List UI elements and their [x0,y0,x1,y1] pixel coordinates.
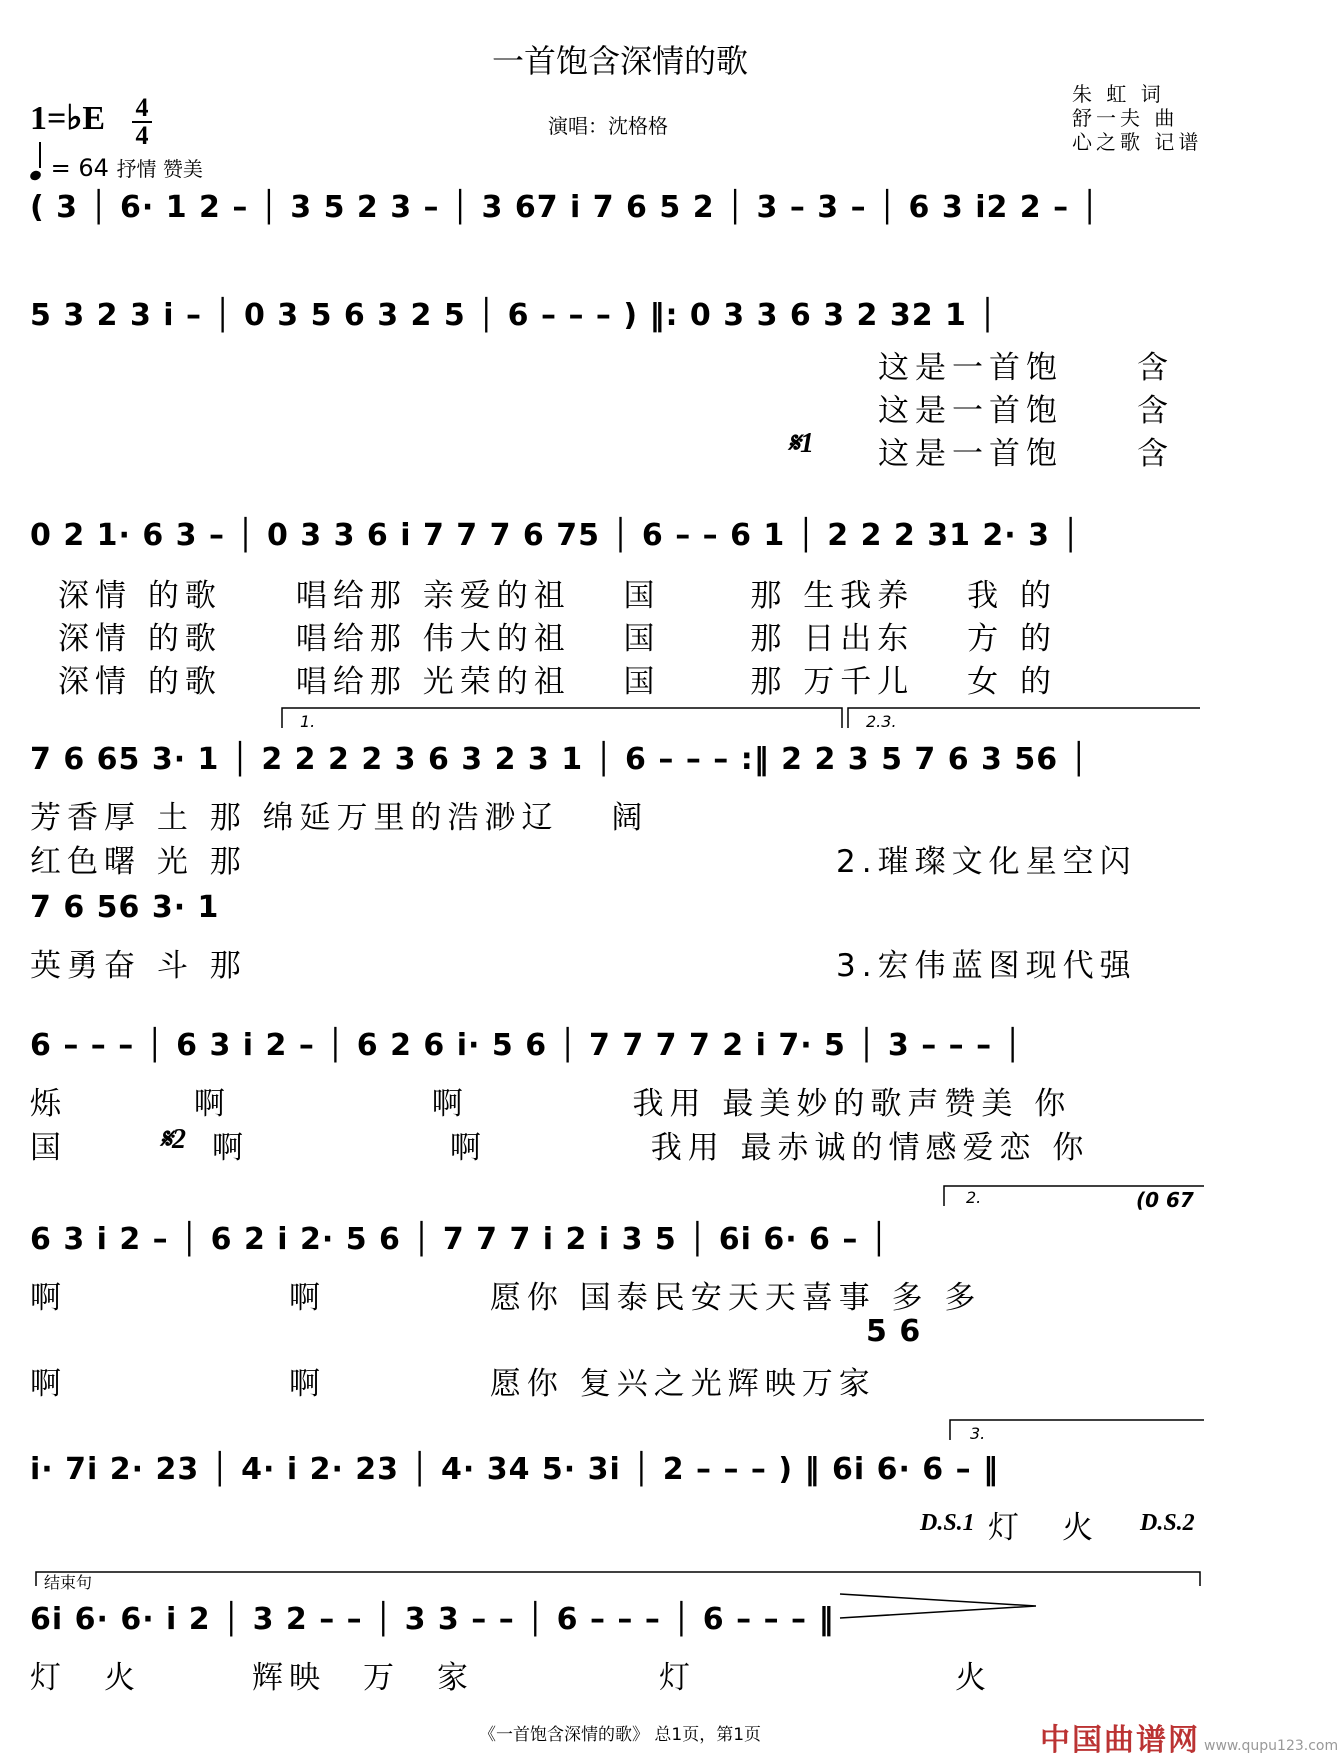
segno-1: 𝄋1 [788,428,815,459]
score-line-4b: 7 6 56 3· 1 [30,890,220,925]
volta-23-label: 2.3. [866,712,897,731]
singer: 演唱：沈格格 [548,114,668,138]
lyric-v2-b: 深情 的歌 唱给那 伟大的祖 国 那 日出东 方 的 [58,621,1057,657]
lyricist: 朱 虹 词 [1072,82,1165,106]
volta-2-label: 2. [966,1188,982,1207]
score-line-3: 0 2 1· 6 3 – │ 0 3 3 6 i 7 7 7 6 75 │ 6 – – 6 1 │ 2 2 2 31 2· 3 │ [30,518,1081,553]
lyric-v2-a: 这是一首饱 含 [878,393,1174,429]
segno-2: 𝄋2 [160,1124,187,1155]
decrescendo [840,1594,1036,1618]
score-line-7: i· 7i 2· 23 │ 4· i 2· 23 │ 4· 34 5· 3i │ 2 – – – ) ‖ 6i 6· 6 – ‖ [30,1452,1000,1487]
key-signature: 1=♭E [30,100,106,137]
transcriber: 心之歌 记谱 [1072,130,1203,154]
meter-bottom: 4 [135,121,149,150]
volta-2-bracket [944,1186,1204,1206]
volta-23-bracket [848,708,1200,728]
lyric-v2-c: 红色曙 光 那 [30,844,247,880]
ds-2-marker: D.S.2 [1140,1510,1195,1536]
score-line-6: 6 3 i 2 – │ 6 2 i 2· 5 6 │ 7 7 7 i 2 i 3 5 │ 6i 6· 6 – │ [30,1222,889,1257]
watermark-name: 中国曲谱网 [1040,1723,1200,1758]
ending-bracket [36,1572,1200,1586]
lyric-v1-d: 烁 啊 啊 我用 最美妙的歌声赞美 你 [30,1086,1072,1122]
meter-top: 4 [135,93,149,122]
lyric-v-f: 灯 火 [988,1510,1099,1546]
ending-label: 结束句 [44,1573,93,1592]
lyric-v3-c-alt: 3.宏伟蓝图现代强 [836,948,1137,984]
volta-1-bracket [282,708,842,728]
watermark-url: www.qupu123.com [1204,1738,1338,1754]
lyric-v1-e: 啊 啊 愿你 国泰民安天天喜事 多 多 [30,1280,982,1316]
lyric-v1-b: 深情 的歌 唱给那 亲爱的祖 国 那 生我养 我 的 [58,578,1057,614]
tempo-value: = 64 [50,154,109,182]
page-footer: 《一首饱含深情的歌》 总1页，第1页 [478,1725,762,1745]
score-line-5: 6 – – – │ 6 3 i 2 – │ 6 2 6 i· 5 6 │ 7 7 7 7 2 i 7· 5 │ 3 – – – │ [30,1028,1023,1063]
lyric-v1-a: 这是一首饱 含 [878,350,1174,386]
pickup-notes: (0 67 [1136,1188,1194,1212]
lyric-v2-d: 国 [30,1130,104,1166]
page-title: 一首饱含深情的歌 [491,42,748,80]
lyric-v2-c-alt: 2.璀璨文化星空闪 [836,844,1137,880]
score-line-8: 6i 6· 6· i 2 │ 3 2 – – │ 3 3 – – │ 6 – – – │ 6 – – – ‖ [30,1602,835,1637]
lyric-v3-a: 这是一首饱 含 [878,436,1174,472]
lyric-v1-c: 芳香厚 土 那 绵延万里的浩渺辽 阔 [30,800,649,836]
lyric-v-g: 灯 火 辉映 万 家 灯 火 [30,1660,992,1696]
volta-3-bracket [950,1420,1204,1440]
score-line-6b: 5 6 [866,1314,922,1349]
lyric-v3-b: 深情 的歌 唱给那 光荣的祖 国 那 万千儿 女 的 [58,664,1057,700]
score-line-1: ( 3 │ 6· 1 2 – │ 3 5 2 3 – │ 3 67 i 7 6 5 2 │ 3 – 3 – │ 6 3 i2 2 – │ [30,190,1100,225]
lyric-v2-e: 啊 啊 愿你 复兴之光辉映万家 [30,1366,876,1402]
lyric-v2-d-rest: 啊 啊 我用 最赤诚的情感爱恋 你 [212,1130,1090,1166]
volta-1-label: 1. [300,712,316,731]
ds-1-marker: D.S.1 [920,1510,975,1536]
volta-3-label: 3. [970,1424,986,1443]
composer: 舒一夫 曲 [1072,106,1179,130]
score-line-2: 5 3 2 3 i – │ 0 3 5 6 3 2 5 │ 6 – – – ) ‖: 0 3 3 6 3 2 32 1 │ [30,298,998,333]
tempo-mood: 抒情 赞美 [116,157,203,181]
lyric-v3-c: 英勇奋 斗 那 [30,948,247,984]
score-line-4: 7 6 65 3· 1 │ 2 2 2 2 3 6 3 2 3 1 │ 6 – – – :‖ 2 2 3 5 7 6 3 56 │ [30,742,1089,777]
